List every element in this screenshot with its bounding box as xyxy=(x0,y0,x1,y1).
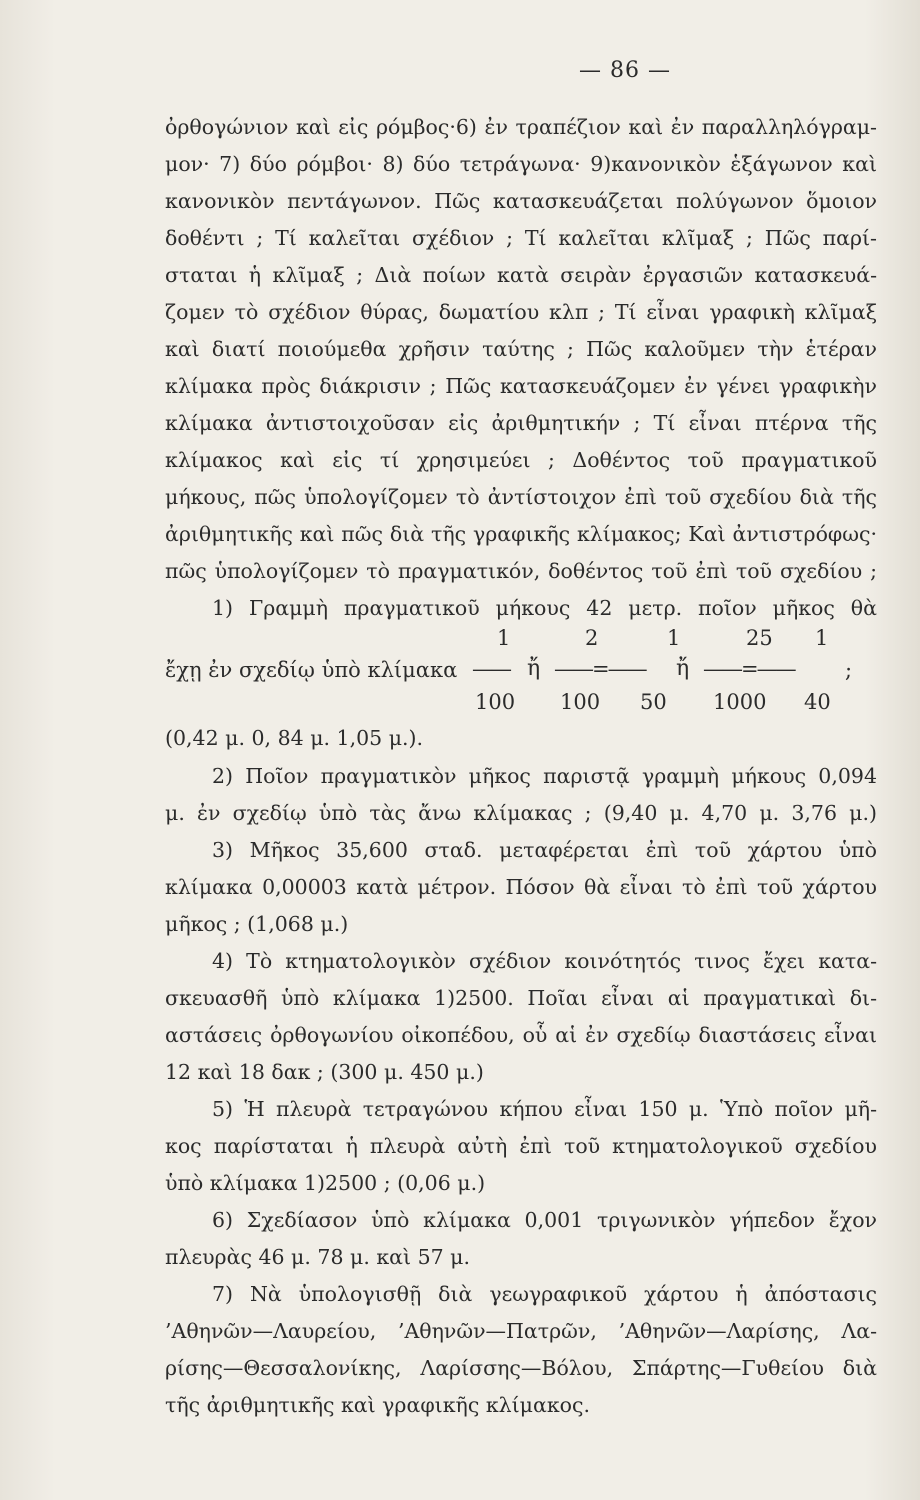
text-line: μον· 7) δύο ρόμβοι· 8) δύο τετράγωνα· 9)κανονικὸν ἑξάγωνον καὶ xyxy=(165,152,877,176)
exercise-1-answer: (0,42 μ. 0, 84 μ. 1,05 μ.). xyxy=(165,726,424,750)
text-line: κλίμακος καὶ εἰς τί χρησιμεύει ; Δοθέντος τοῦ πραγματικοῦ xyxy=(165,448,877,472)
text-line: καὶ διατί ποιούμεθα χρῆσιν ταύτης ; Πῶς καλοῦμεν τὴν ἑτέραν xyxy=(165,337,877,361)
fraction-denominator: 1000 xyxy=(713,690,767,714)
text-line: ζομεν τὸ σχέδιον θύρας, δωματίου κλπ ; Τί εἶναι γραφικὴ κλῖμαξ xyxy=(165,300,877,324)
text-line: πῶς ὑπολογίζομεν τὸ πραγματικόν, δοθέντος τοῦ ἐπὶ τοῦ σχεδίου ; xyxy=(165,559,877,583)
fraction-bar: ——=—— xyxy=(554,657,646,681)
exercise-5-line: κος παρίσταται ἡ πλευρὰ αὐτὴ ἐπὶ τοῦ κτηματολογικοῦ σχεδίου xyxy=(165,1134,877,1158)
text-line: ὀρθογώνιον καὶ εἰς ρόμβος·6) ἐν τραπέζιον καὶ ἐν παραλληλόγραμ- xyxy=(165,115,877,139)
exercise-6-line: πλευρὰς 46 μ. 78 μ. καὶ 57 μ. xyxy=(165,1245,471,1269)
fraction-bar: —— xyxy=(472,657,510,681)
fraction-denominator: 100 xyxy=(475,690,516,714)
exercise-1-line: 1) Γραμμὴ πραγματικοῦ μήκους 42 μετρ. ποῖον μῆκος θὰ xyxy=(212,596,877,620)
exercise-3-line: κλίμακα 0,00003 κατὰ μέτρον. Πόσον θὰ εἶναι τὸ ἐπὶ τοῦ χάρτου xyxy=(165,875,877,899)
exercise-7-line: τῆς ἀριθμητικῆς καὶ γραφικῆς κλίμακος. xyxy=(165,1393,590,1417)
exercise-6-line: 6) Σχεδίασον ὑπὸ κλίμακα 0,001 τριγωνικὸν γήπεδον ἔχον xyxy=(212,1208,877,1232)
fraction-denominator: 100 xyxy=(560,690,601,714)
fraction-denominator: 50 xyxy=(640,690,667,714)
fraction-numerator: 25 xyxy=(746,626,773,650)
scale-prefix: ἔχῃ ἐν σχεδίῳ ὑπὸ κλίμακα xyxy=(165,658,458,682)
exercise-3-line: 3) Μῆκος 35,600 σταδ. μεταφέρεται ἐπὶ τοῦ χάρτου ὑπὸ xyxy=(212,838,877,862)
fraction-numerator: 1 xyxy=(667,626,681,650)
exercise-2-line: 2) Ποῖον πραγματικὸν μῆκος παριστᾷ γραμμὴ μήκους 0,094 xyxy=(212,764,877,788)
fraction-numerator: 1 xyxy=(815,626,829,650)
text-line: κανονικὸν πεντάγωνον. Πῶς κατασκευάζεται πολύγωνον ὅμοιον xyxy=(165,189,877,213)
text-line: κλίμακα πρὸς διάκρισιν ; Πῶς κατασκευάζομεν ἐν γένει γραφικὴν xyxy=(165,374,877,398)
exercise-4-line: αστάσεις ὀρθογωνίου οἰκοπέδου, οὗ αἱ ἐν σχεδίῳ διαστάσεις εἶναι xyxy=(165,1023,877,1047)
exercise-3-line: μῆκος ; (1,068 μ.) xyxy=(165,912,349,936)
fraction-numerator: 2 xyxy=(585,626,599,650)
or-word: ἤ xyxy=(527,656,541,681)
end-mark: ; xyxy=(845,658,853,682)
text-line: ἀριθμητικῆς καὶ πῶς διὰ τῆς γραφικῆς κλίμακος; Καὶ ἀντιστρόφως· xyxy=(165,522,877,546)
exercise-2-line: μ. ἐν σχεδίῳ ὑπὸ τὰς ἄνω κλίμακας ; (9,40 μ. 4,70 μ. 3,76 μ.) xyxy=(165,801,877,825)
exercise-4-line: 4) Τὸ κτηματολογικὸν σχέδιον κοινότητός τινος ἔχει κατα- xyxy=(212,949,877,973)
exercise-5-line: ὑπὸ κλίμακα 1)2500 ; (0,06 μ.) xyxy=(165,1171,486,1195)
fraction-numerator: 1 xyxy=(497,626,511,650)
text-line: μήκους, πῶς ὑπολογίζομεν τὸ ἀντίστοιχον ἐπὶ τοῦ σχεδίου διὰ τῆς xyxy=(165,485,877,509)
page-number: — 86 — xyxy=(579,58,671,83)
exercise-4-line: σκευασθῆ ὑπὸ κλίμακα 1)2500. Ποῖαι εἶναι αἱ πραγματικαὶ δι- xyxy=(165,986,877,1010)
fraction-denominator: 40 xyxy=(804,690,831,714)
exercise-5-line: 5) Ἡ πλευρὰ τετραγώνου κήπου εἶναι 150 μ. Ὑπὸ ποῖον μῆ- xyxy=(212,1097,877,1121)
text-line: κλίμακα ἀντιστοιχοῦσαν εἰς ἀριθμητικήν ; Τί εἶναι πτέρνα τῆς xyxy=(165,411,877,435)
fraction-bar: ——=—— xyxy=(703,657,795,681)
text-line: σταται ἡ κλῖμαξ ; Διὰ ποίων κατὰ σειρὰν ἐργασιῶν κατασκευά- xyxy=(165,263,877,287)
exercise-7-line: ρίσης—Θεσσαλονίκης, Λαρίσσης—Βόλου, Σπάρτης—Γυθείου διὰ xyxy=(165,1356,877,1380)
exercise-7-line: 7) Νὰ ὑπολογισθῇ διὰ γεωγραφικοῦ χάρτου ἡ ἀπόστασις xyxy=(212,1282,877,1306)
exercise-7-line: ’Αθηνῶν—Λαυρείου, ’Αθηνῶν—Πατρῶν, ’Αθηνῶν—Λαρίσης, Λα- xyxy=(165,1319,877,1343)
exercise-4-line: 12 καὶ 18 δακ ; (300 μ. 450 μ.) xyxy=(165,1060,484,1084)
text-line: δοθέντι ; Τί καλεῖται σχέδιον ; Τί καλεῖται κλῖμαξ ; Πῶς παρί- xyxy=(165,226,877,250)
or-word: ἤ xyxy=(676,656,690,681)
